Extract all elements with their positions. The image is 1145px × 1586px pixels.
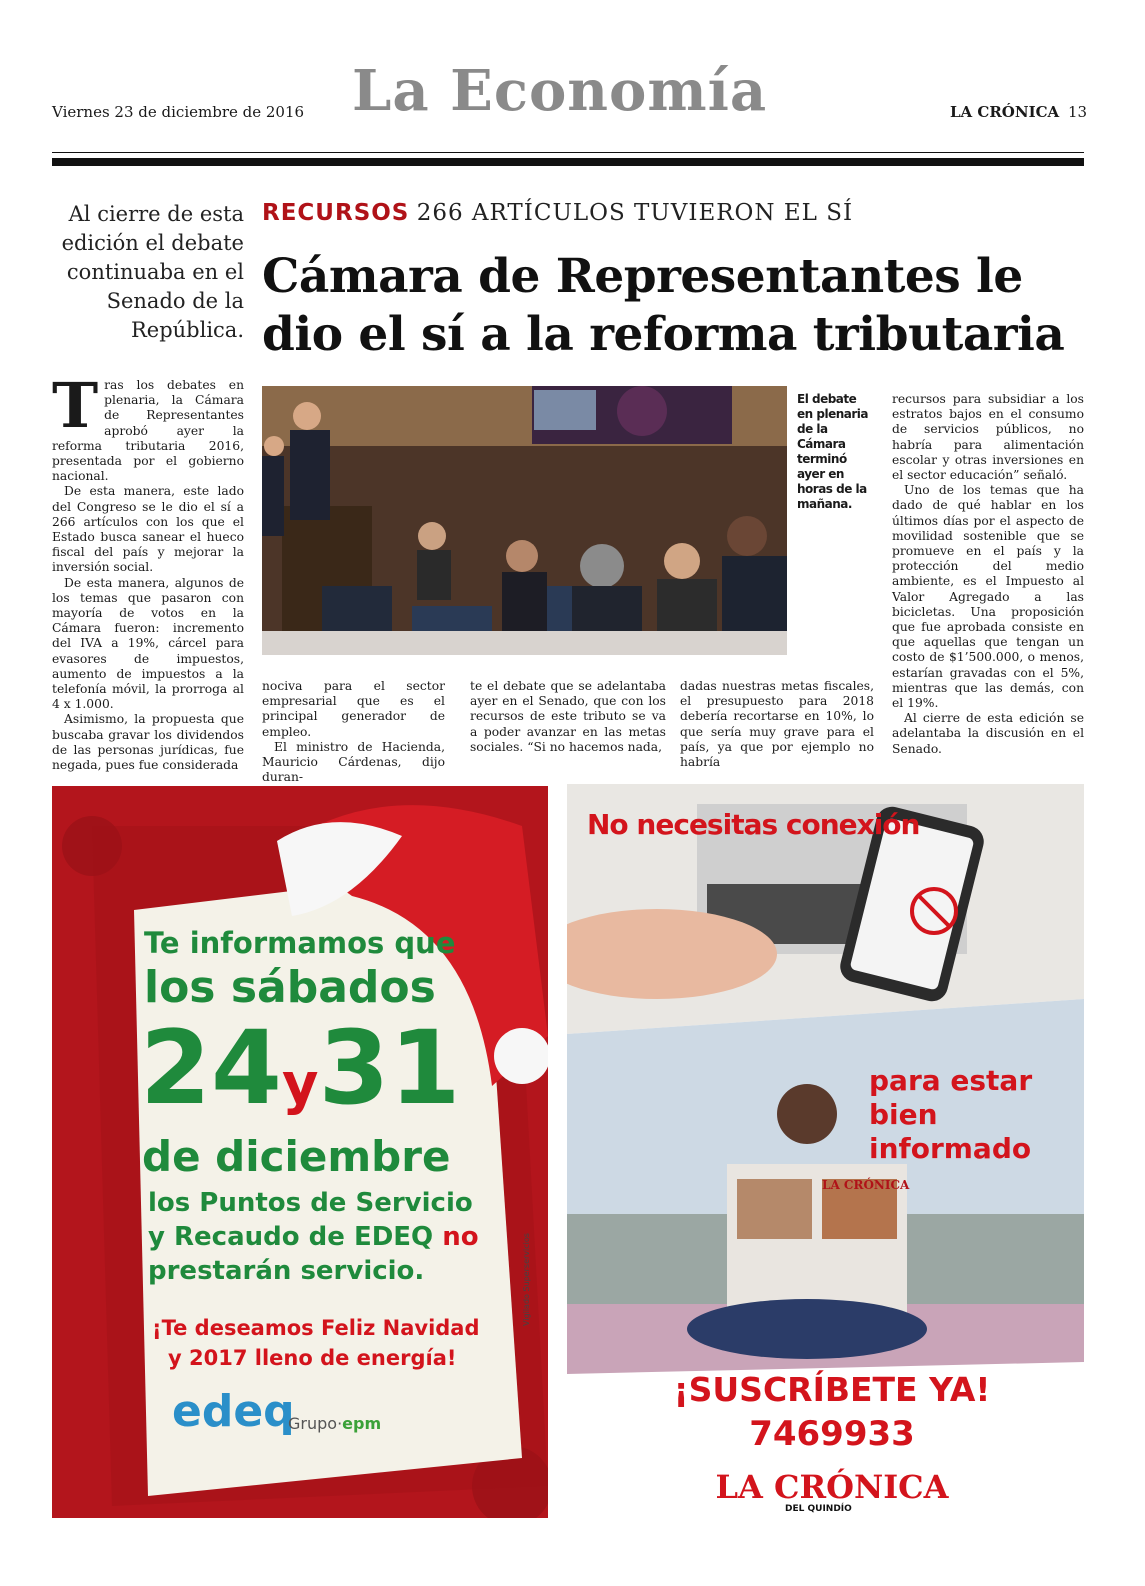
ad-line-4: los Puntos de Servicio — [148, 1188, 473, 1218]
section-title: La Economía — [352, 58, 768, 124]
grupo-epm-logo — [288, 1414, 381, 1433]
ad-subheadline — [869, 1064, 1084, 1166]
ad-line-5a: y Recaudo de EDEQ — [148, 1222, 434, 1252]
ad-line-2: los sábados — [144, 962, 436, 1013]
article-photo — [262, 386, 787, 655]
ad-line-6: prestarán servicio. — [148, 1256, 425, 1286]
edeq-logo: edeq — [172, 1386, 295, 1437]
article-column-4 — [680, 679, 874, 770]
vigilado-label: Vigilado Superservicios — [522, 1233, 531, 1326]
header-thin-rule — [52, 152, 1084, 153]
paragraph: nociva para el sector empresarial que es el principal generador de empleo. — [262, 679, 445, 739]
ad-line-5 — [148, 1222, 479, 1252]
ad-date-24: 24 — [140, 1009, 282, 1128]
article-column-2 — [262, 679, 445, 785]
header-thick-rule — [52, 158, 1084, 166]
paragraph: De esta manera, algunos de los temas que pasaron con mayoría de votos en la Cámara fueron: incremento del IVA a 19%, cárcel para evasores de impuestos, aumento de impuestos a la telefonía móvil, la prorroga al 4 x 1.000. — [52, 575, 244, 712]
ad-headline: No necesitas conexión — [587, 808, 920, 841]
ad-line-8: y 2017 lleno de energía! — [168, 1346, 457, 1370]
ad-date-conj: y — [281, 1052, 319, 1117]
ad-line-5b: no — [442, 1222, 479, 1252]
paragraph: Uno de los temas que ha dado de qué hablar en los últimos días por el aspecto de movilidad sostenible que se promueve en el país y la protección del medio ambiente, es el Impuesto al Valor Agregado a las bicicletas. Una proposición que fue aprobada consiste en que aquellas que tengan un costo de $1’500.000, o menos, estarían gravadas con el 5%, mientras que las demás, con el 19%. — [892, 483, 1084, 711]
edeq-advertisement — [52, 786, 548, 1518]
grupo-label: Grupo· — [288, 1414, 343, 1433]
photo-caption: El debate en plenaria de la Cámara terminó ayer en horas de la mañana. — [797, 392, 868, 511]
paragraph: De esta manera, este lado del Congreso se le dio el sí a 266 artículos con los que el Estado busca sanear el hueco fiscal del país y mejorar la inversión social. — [52, 484, 244, 575]
article-column-3 — [470, 679, 666, 755]
pull-quote: Al cierre de esta edición el debate continuaba en el Senado de la República. — [61, 202, 244, 342]
la-cronica-logo: LA CRÓNICA — [715, 1468, 949, 1506]
paragraph: Asimismo, la propuesta que buscaba gravar los dividendos de las personas jurídicas, fue negada, pues fue considerada — [52, 712, 244, 773]
paragraph: te el debate que se adelantaba ayer en el Senado, que con los recursos de este tributo se va a poder avanzar en las metas sociales. “Si no hacemos nada, — [470, 679, 666, 754]
la-cronica-logo-sub: DEL QUINDÍO — [785, 1504, 852, 1514]
kicker — [262, 200, 853, 226]
ad-line-3: de diciembre — [142, 1132, 451, 1181]
ad-date-31: 31 — [318, 1009, 461, 1128]
paragraph: dadas nuestras metas fiscales, el presupuesto para 2018 debería recortarse en 10%, lo que sería muy grave para el país, ya que por ejemplo no habría — [680, 679, 874, 770]
article-column-5 — [892, 392, 1084, 757]
issue-date: Viernes 23 de diciembre de 2016 — [52, 103, 305, 121]
subscribe-cta: ¡SUSCRÍBETE YA! — [673, 1370, 991, 1409]
drop-cap: T — [52, 369, 99, 442]
ad-subheadline-2: bien informado — [869, 1098, 1032, 1165]
epm-label: epm — [342, 1414, 382, 1433]
ad-dates — [140, 1009, 461, 1140]
paragraph: El ministro de Hacienda, Mauricio Cárdenas, dijo duran- — [262, 739, 445, 785]
plenary-session-image — [262, 386, 787, 655]
headline: Cámara de Representantes le dio el sí a la reforma tributaria — [262, 249, 1065, 362]
ad-subheadline-1: para estar — [869, 1064, 1033, 1097]
paragraph: ras los debates en plenaria, la Cámara de Representantes aprobó ayer la reforma tributaria 2016, presentada por el gobierno nacional. — [52, 378, 244, 484]
ad-line-1: Te informamos que — [144, 926, 456, 960]
newspaper-name: LA CRÓNICA — [950, 103, 1060, 121]
newspaper-masthead: LA CRÓNICA — [822, 1178, 910, 1192]
phone-number: 7469933 — [749, 1414, 915, 1454]
kicker-label: RECURSOS — [262, 200, 410, 226]
paragraph: recursos para subsidiar a los estratos bajos en el consumo de servicios públicos, no habría para alimentación escolar y otras inversiones en el sector educación” señaló. — [892, 392, 1084, 483]
ad-line-7: ¡Te deseamos Feliz Navidad — [152, 1316, 480, 1340]
page-number: 13 — [1068, 103, 1088, 121]
kicker-text: 266 ARTÍCULOS TUVIERON EL SÍ — [416, 200, 854, 226]
la-cronica-subscription-ad — [567, 784, 1084, 1518]
article-column-1 — [52, 369, 244, 773]
paragraph: Al cierre de esta edición se adelantaba la discusión en el Senado. — [892, 711, 1084, 756]
